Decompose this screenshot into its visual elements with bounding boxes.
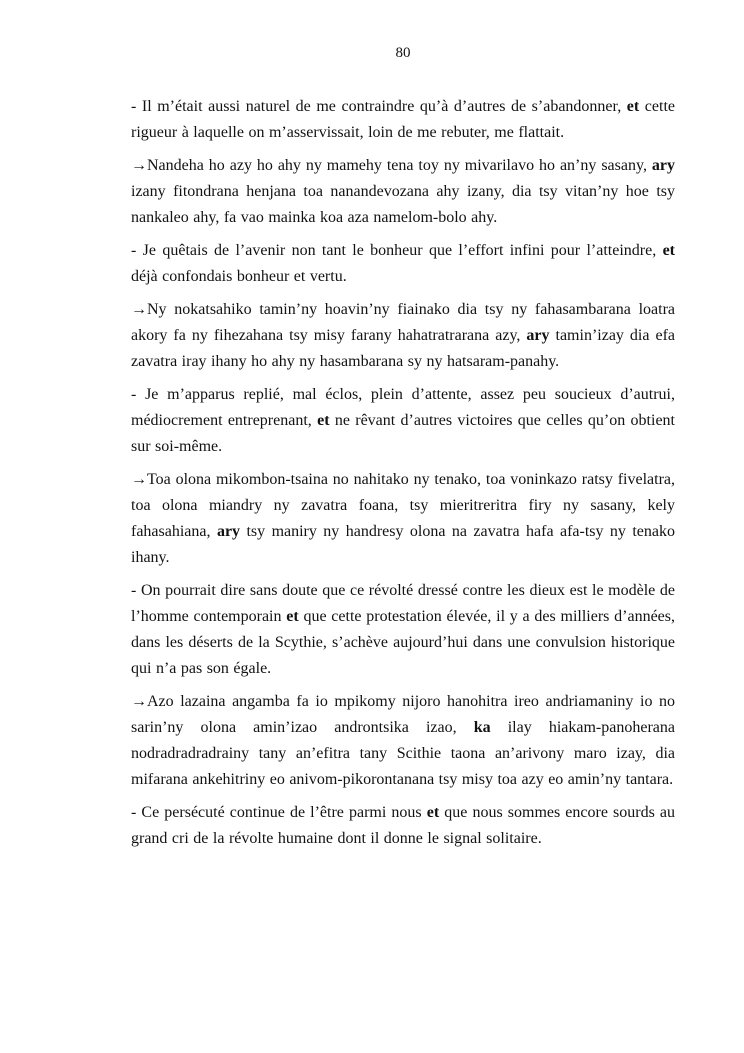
paragraph xyxy=(131,382,675,460)
paragraph xyxy=(131,689,675,793)
text-run: izany fitondrana henjana toa nanandevozana ahy izany, dia tsy vitan’ny hoe tsy nankaleo ahy, fa vao mainka koa aza namelom-bolo ahy. xyxy=(131,183,675,226)
text-run: - Je m’apparus replié, mal éclos, plein d’attente, assez peu soucieux d’autrui, médiocrement entreprenant, xyxy=(131,386,675,429)
paragraph xyxy=(131,153,675,231)
text-run: que cette protestation élevée, il y a des milliers d’années, dans les déserts de la Scythie, s’achève aujourd’hui dans une convulsion historique qui n’a pas son égale. xyxy=(131,608,676,677)
paragraph xyxy=(131,578,675,682)
bold-conjunction: et xyxy=(662,242,675,259)
bold-conjunction: ary xyxy=(651,157,675,174)
paragraph xyxy=(131,238,675,290)
text-run: →Nandeha ho azy ho ahy ny mamehy tena toy ny mivarilavo ho an’ny sasany, xyxy=(131,157,652,174)
text-run: - On pourrait dire sans doute que ce révolté dressé contre les dieux est le modèle de l’homme contemporain xyxy=(131,582,675,625)
text-run: cette rigueur à laquelle on m’asservissait, loin de me rebuter, me flattait. xyxy=(131,98,675,141)
text-run: - Il m’était aussi naturel de me contraindre qu’à d’autres de s’abandonner, xyxy=(131,98,627,115)
bold-conjunction: ka xyxy=(473,719,491,736)
bold-conjunction: ary xyxy=(216,523,241,540)
text-run: ilay hiakam-panoherana nodradradradrainy tany an’efitra tany Scithie taona an’arivony maro izay, dia mifarana ankehitriny eo anivom-pikorontanana tsy misy toa azy eo amin’ny tantara. xyxy=(131,719,675,788)
text-run: déjà confondais bonheur et vertu. xyxy=(131,268,347,285)
text-run: - Ce persécuté continue de l’être parmi nous xyxy=(131,804,427,821)
bold-conjunction: et xyxy=(317,412,330,429)
text-run: ne rêvant d’autres victoires que celles qu’on obtient sur soi-même. xyxy=(131,412,675,455)
text-run: tsy maniry ny handresy olona na zavatra hafa afa-tsy ny tenako ihany. xyxy=(131,523,675,566)
bold-conjunction: et xyxy=(286,608,299,625)
paragraph xyxy=(131,467,675,571)
document-body xyxy=(131,94,675,859)
page-number: 80 xyxy=(395,45,411,61)
bold-conjunction: et xyxy=(626,98,640,115)
text-run: →Ny nokatsahiko tamin’ny hoavin’ny fiainako dia tsy ny fahasambarana loatra akory fa ny fihezahana tsy misy farany hahatratrarana azy, xyxy=(131,301,675,344)
bold-conjunction: et xyxy=(426,804,440,821)
paragraph xyxy=(131,94,675,146)
text-run: →Toa olona mikombon-tsaina no nahitako ny tenako, toa voninkazo ratsy fivelatra, toa olona miandry ny zavatra foana, tsy mieritreritra firy ny sasany, kely fahasahiana, xyxy=(131,471,675,540)
text-run: →Azo lazaina angamba fa io mpikomy nijoro hanohitra ireo andriamaniny io no sarin’ny olona amin’izao androntsika izao, xyxy=(131,693,675,736)
bold-conjunction: ary xyxy=(526,327,550,344)
text-run: tamin’izay dia efa zavatra iray ihany ho ahy ny hasambarana sy ny hatsaram-panahy. xyxy=(131,327,675,370)
text-run: que nous sommes encore sourds au grand cri de la révolte humaine dont il donne le signal solitaire. xyxy=(131,804,676,847)
text-run: - Je quêtais de l’avenir non tant le bonheur que l’effort infini pour l’atteindre, xyxy=(131,242,663,259)
paragraph xyxy=(131,800,675,852)
paragraph xyxy=(131,297,675,375)
